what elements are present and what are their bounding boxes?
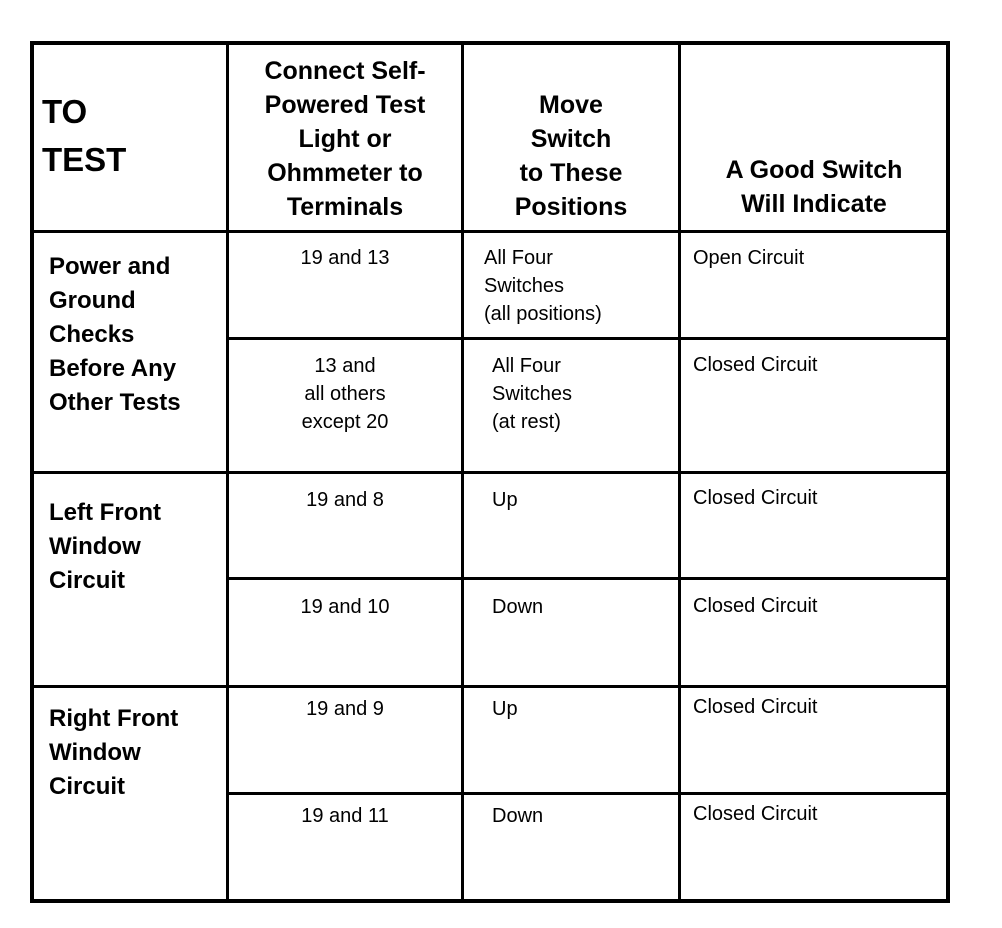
indication-cell: Open Circuit bbox=[693, 247, 805, 269]
positions-cell: All Four Switches (all positions) bbox=[484, 247, 602, 325]
row-divider bbox=[226, 792, 950, 795]
header-to-test: TO TEST bbox=[42, 93, 127, 178]
row-divider bbox=[226, 577, 950, 580]
indication-cell: Closed Circuit bbox=[693, 487, 818, 509]
terminals-cell: 19 and 9 bbox=[306, 698, 384, 720]
row-divider bbox=[226, 337, 950, 340]
terminals-cell: 19 and 11 bbox=[301, 805, 389, 827]
group-divider bbox=[30, 471, 950, 474]
terminals-cell: 19 and 13 bbox=[300, 247, 390, 269]
header-move-switch: Move Switch to These Positions bbox=[514, 91, 628, 221]
positions-cell: All Four Switches (at rest) bbox=[492, 355, 573, 433]
header-divider bbox=[30, 230, 950, 233]
positions-cell: Up bbox=[492, 489, 518, 511]
header-good-switch-indicates: A Good Switch Will Indicate bbox=[725, 156, 903, 218]
group-label-power-ground: Power and Ground Checks Before Any Other Tests bbox=[49, 253, 181, 416]
header-connect-terminals: Connect Self- Powered Test Light or Ohmmeter to Terminals bbox=[264, 57, 426, 221]
group-label-right-front-window: Right Front Window Circuit bbox=[49, 705, 179, 800]
indication-cell: Closed Circuit bbox=[693, 354, 818, 376]
terminals-cell: 19 and 8 bbox=[306, 489, 384, 511]
terminals-cell: 13 and all others except 20 bbox=[301, 355, 389, 433]
group-divider bbox=[30, 685, 950, 688]
positions-cell: Down bbox=[492, 596, 544, 618]
terminals-cell: 19 and 10 bbox=[300, 596, 390, 618]
indication-cell: Closed Circuit bbox=[693, 803, 818, 825]
group-label-left-front-window: Left Front Window Circuit bbox=[49, 499, 161, 594]
positions-cell: Down bbox=[492, 805, 544, 827]
indication-cell: Closed Circuit bbox=[693, 595, 818, 617]
positions-cell: Up bbox=[492, 698, 518, 720]
indication-cell: Closed Circuit bbox=[693, 696, 818, 718]
